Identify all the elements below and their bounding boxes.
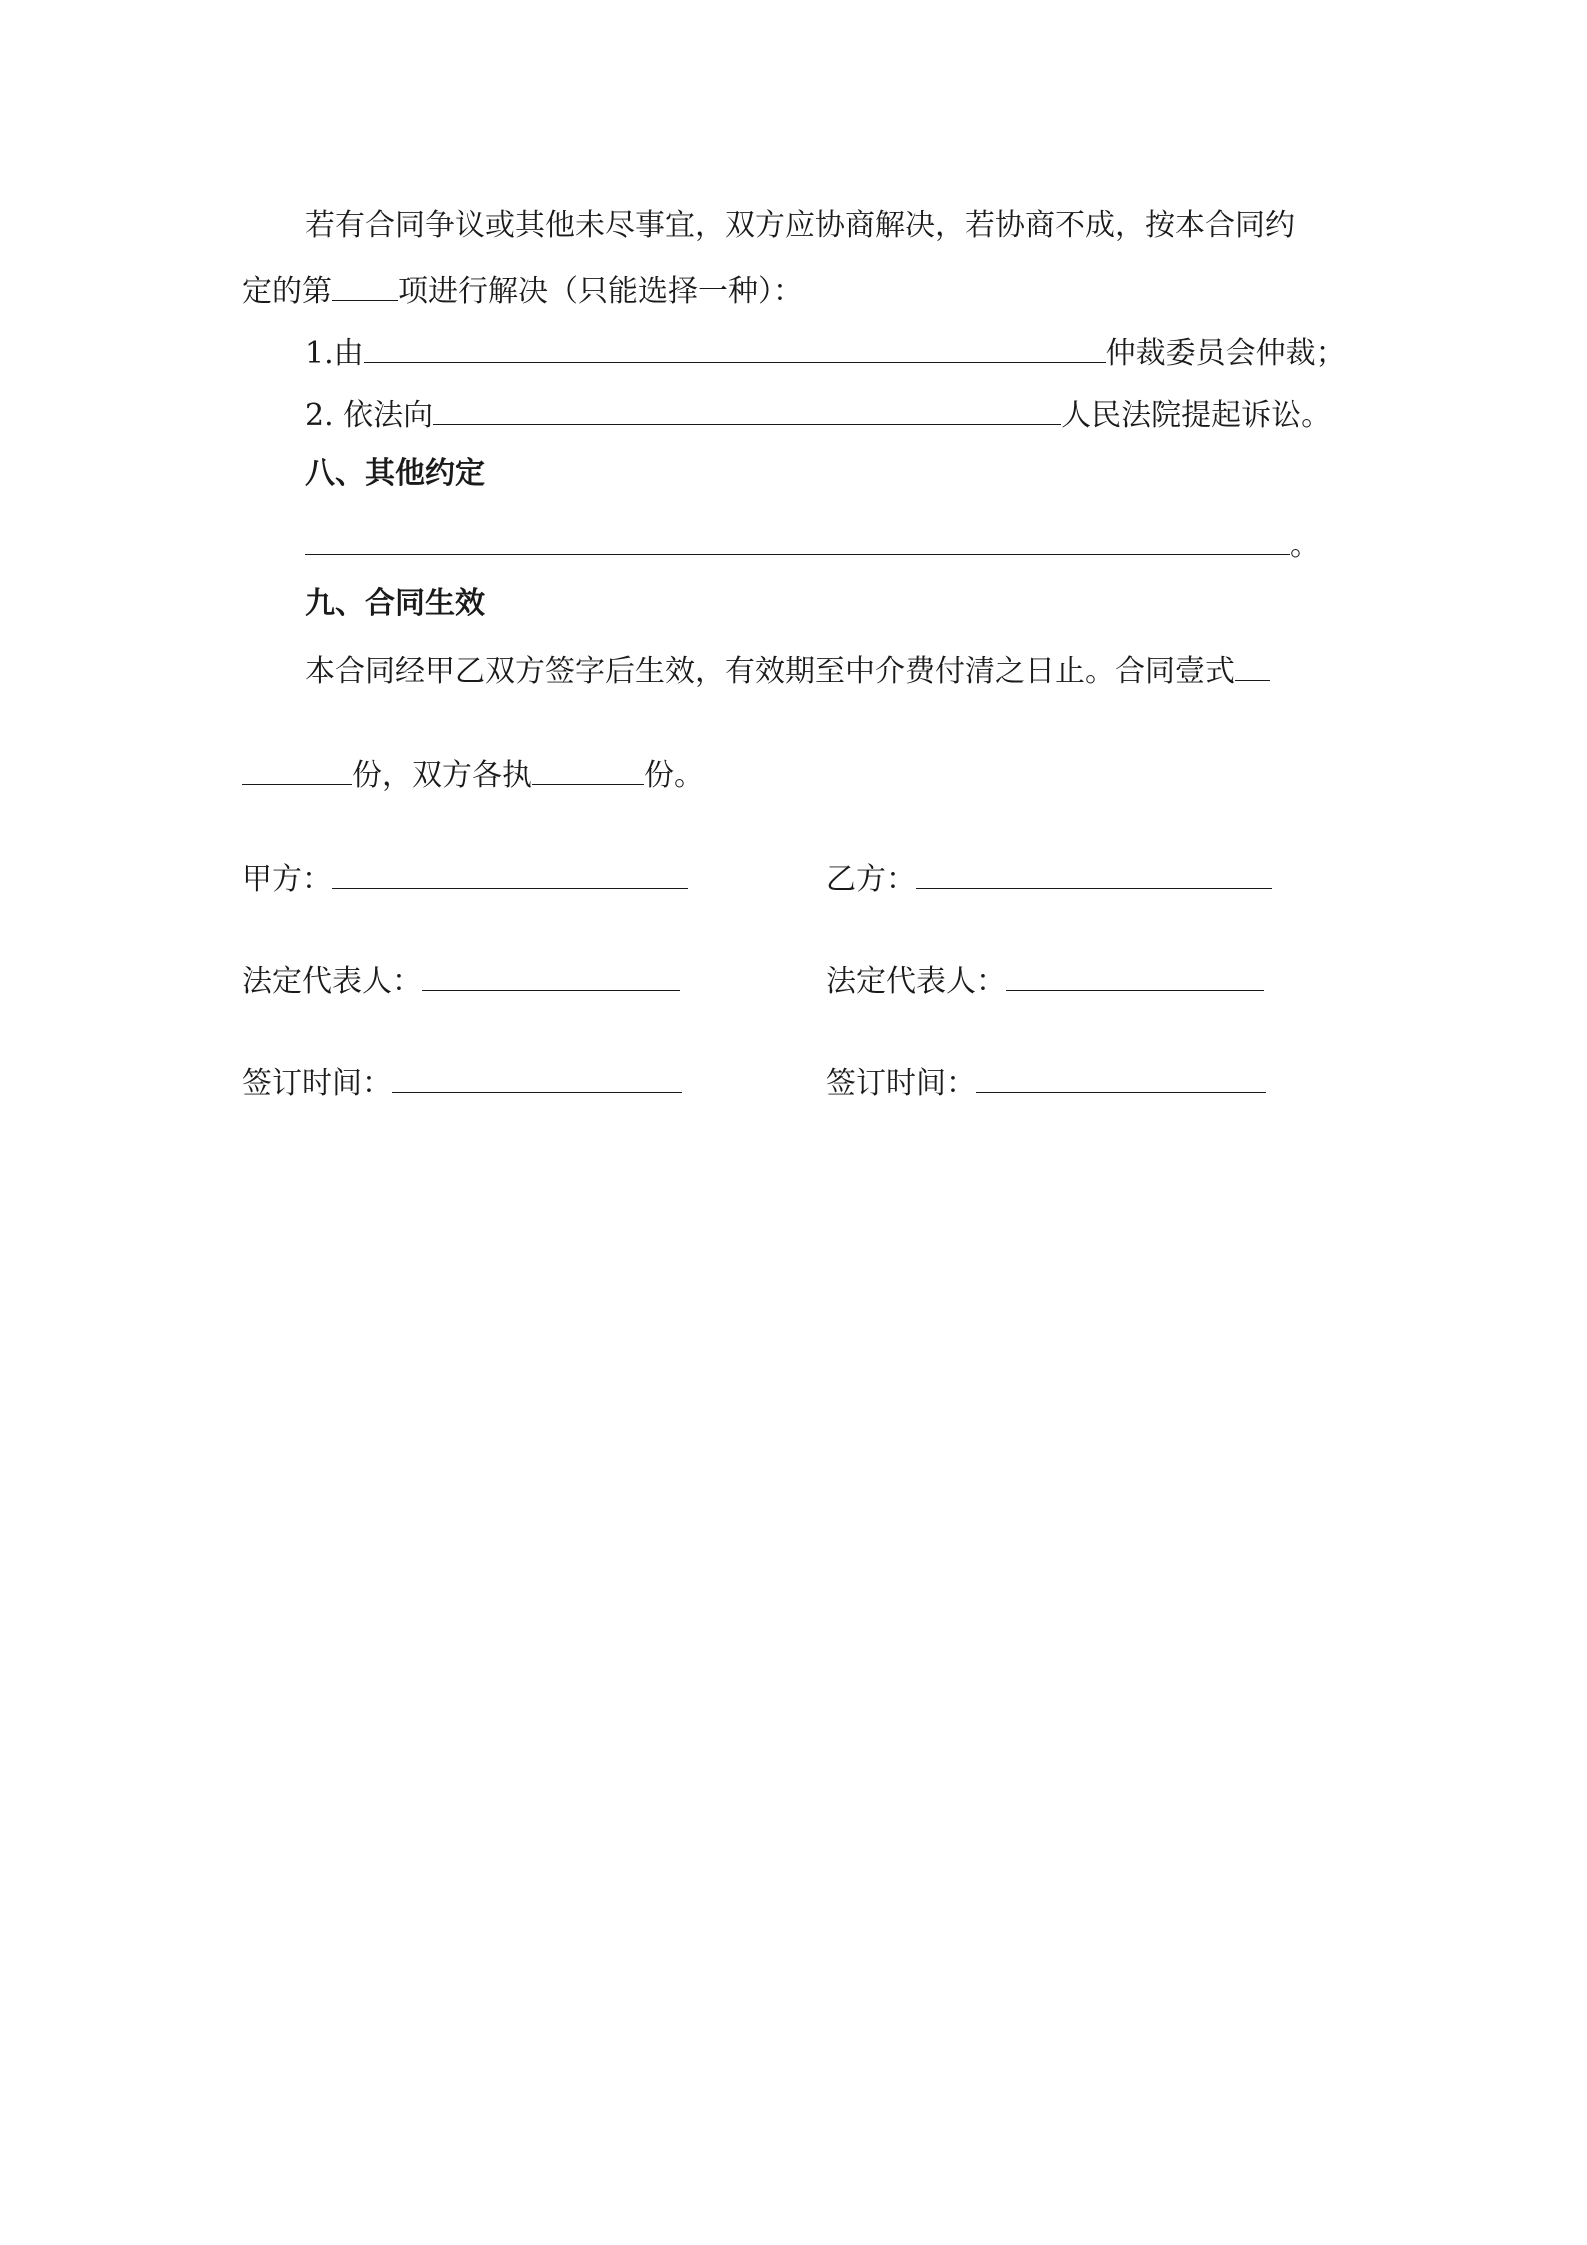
party-b-signature	[826, 856, 1272, 900]
option-1-prefix: 1.由	[305, 336, 364, 371]
date-a-blank[interactable]	[392, 1060, 682, 1093]
option-2-litigation	[305, 392, 1331, 436]
section-8-heading: 八、其他约定	[305, 456, 485, 491]
other-terms-blank[interactable]	[305, 522, 1290, 555]
party-a-signature	[242, 856, 688, 900]
section-9-heading: 九、合同生效	[305, 586, 485, 621]
date-b-signature	[826, 1060, 1266, 1104]
rep-a-signature	[242, 958, 680, 1002]
date-a-label: 签订时间：	[242, 1066, 392, 1101]
copies-each-blank[interactable]	[532, 752, 644, 785]
rep-b-blank[interactable]	[1006, 958, 1264, 991]
effect-text-mid: 份，双方各执	[352, 758, 532, 793]
dispute-text-post: 项进行解决（只能选择一种）：	[398, 274, 803, 309]
date-a-signature	[242, 1060, 682, 1104]
party-a-blank[interactable]	[332, 856, 688, 889]
other-terms-line	[305, 522, 1320, 566]
effect-paragraph-line1	[305, 648, 1270, 692]
date-b-blank[interactable]	[976, 1060, 1266, 1093]
option-2-prefix: 2. 依法向	[305, 398, 434, 433]
rep-b-label: 法定代表人：	[826, 964, 1006, 999]
effect-text-end: 份。	[644, 758, 704, 793]
dispute-paragraph-line1	[305, 206, 1295, 246]
date-b-label: 签订时间：	[826, 1066, 976, 1101]
party-a-label: 甲方：	[242, 862, 332, 897]
dispute-paragraph-line2	[242, 268, 803, 312]
effect-text-line1: 本合同经甲乙双方签字后生效，有效期至中介费付清之日止。合同壹式	[305, 654, 1235, 689]
copies-total-blank-start[interactable]	[1235, 648, 1270, 681]
option-2-suffix: 人民法院提起诉讼。	[1061, 398, 1332, 433]
rep-a-blank[interactable]	[422, 958, 680, 991]
option-number-blank[interactable]	[332, 268, 398, 301]
dispute-text-pre: 定的第	[242, 274, 332, 309]
effect-paragraph-line2	[242, 752, 704, 796]
party-b-blank[interactable]	[916, 856, 1272, 889]
copies-total-blank[interactable]	[242, 752, 352, 785]
court-name-blank[interactable]	[433, 392, 1061, 425]
rep-a-label: 法定代表人：	[242, 964, 422, 999]
arbitration-committee-blank[interactable]	[364, 330, 1106, 363]
option-1-arbitration	[305, 330, 1346, 374]
party-b-label: 乙方：	[826, 862, 916, 897]
rep-b-signature	[826, 958, 1264, 1002]
other-terms-end-mark: 。	[1290, 528, 1320, 563]
option-1-suffix: 仲裁委员会仲裁；	[1105, 336, 1346, 371]
dispute-text-line1: 若有合同争议或其他未尽事宜，双方应协商解决，若协商不成，按本合同约	[305, 208, 1295, 243]
